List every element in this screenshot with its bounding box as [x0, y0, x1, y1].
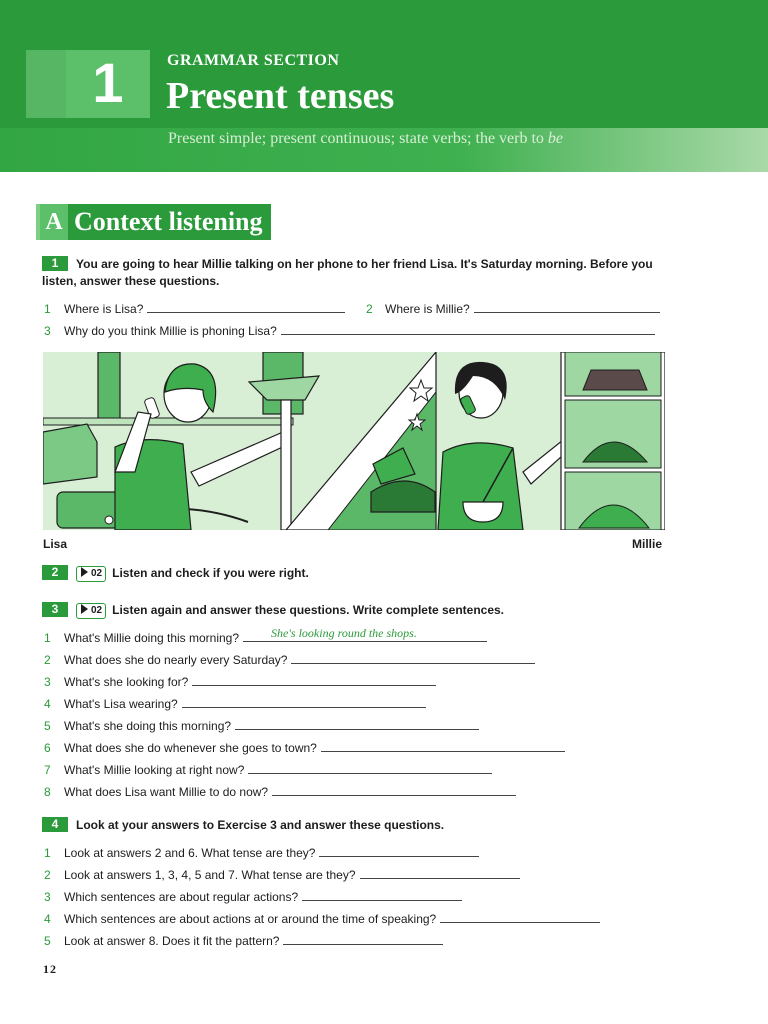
ex1-q1-answer-line[interactable]: [147, 302, 345, 313]
ex4-q1-answer-line[interactable]: [319, 846, 479, 857]
ex4-q3-number: 3: [44, 890, 51, 904]
ex1-q2-number: 2: [366, 302, 373, 316]
caption-lisa: Lisa: [43, 537, 68, 551]
exercise-1-instruction: 1 You are going to hear Millie talking on her phone to her friend Lisa. It's Saturday morning. Before you listen, answer these questions.: [42, 256, 653, 288]
play-icon: [81, 604, 88, 614]
unit-number: 1: [92, 51, 124, 114]
ex3-q8-number: 8: [44, 785, 51, 799]
section-letter: A: [36, 204, 68, 240]
unit-number-shadow: [26, 50, 66, 118]
page-title: Present tenses: [166, 75, 395, 117]
exercise-3-number: 3: [42, 602, 68, 617]
exercise-3-instruction: 3 02 Listen again and answer these questions. Write complete sentences.: [42, 602, 504, 619]
ex3-q7: What's Millie looking at right now?: [64, 762, 492, 778]
ex4-q3-answer-line[interactable]: [302, 890, 462, 901]
ex3-q1-number: 1: [44, 631, 51, 645]
exercise-2-number: 2: [42, 565, 68, 580]
section-kicker: GRAMMAR SECTION: [167, 52, 340, 69]
ex3-q1: What's Millie doing this morning? She's looking round the shops.: [64, 630, 487, 646]
ex3-q6-number: 6: [44, 741, 51, 755]
ex4-q1: Look at answers 2 and 6. What tense are they?: [64, 845, 479, 861]
ex1-q2: Where is Millie?: [385, 301, 660, 317]
ex3-q3-number: 3: [44, 675, 51, 689]
ex3-q6-answer-line[interactable]: [321, 741, 565, 752]
ex3-q3-answer-line[interactable]: [192, 675, 436, 686]
ex3-q4-number: 4: [44, 697, 51, 711]
ex3-q7-answer-line[interactable]: [248, 763, 492, 774]
ex1-q2-answer-line[interactable]: [474, 302, 660, 313]
phone-call-illustration: [43, 352, 665, 530]
ex4-q5: Look at answer 8. Does it fit the pattern?: [64, 933, 443, 949]
ex3-q1-example-answer: She's looking round the shops.: [271, 626, 417, 640]
exercise-2-instruction: 2 02 Listen and check if you were right.: [42, 565, 309, 582]
ex1-q3-number: 3: [44, 324, 51, 338]
ex3-q5-number: 5: [44, 719, 51, 733]
ex1-q3: Why do you think Millie is phoning Lisa?: [64, 323, 655, 339]
exercise-4-number: 4: [42, 817, 68, 832]
ex4-q5-number: 5: [44, 934, 51, 948]
page-number: 12: [43, 962, 57, 976]
ex3-q5-answer-line[interactable]: [235, 719, 479, 730]
ex4-q2: Look at answers 1, 3, 4, 5 and 7. What tense are they?: [64, 867, 520, 883]
ex4-q4: Which sentences are about actions at or around the time of speaking?: [64, 911, 600, 927]
ex4-q5-answer-line[interactable]: [283, 934, 443, 945]
ex1-q3-answer-line[interactable]: [281, 324, 655, 335]
ex3-q7-number: 7: [44, 763, 51, 777]
section-title: Context listening: [68, 204, 271, 240]
ex4-q1-number: 1: [44, 846, 51, 860]
audio-track-badge[interactable]: 02: [76, 603, 106, 619]
ex4-q2-answer-line[interactable]: [360, 868, 520, 879]
ex3-q4-answer-line[interactable]: [182, 697, 426, 708]
ex3-q8-answer-line[interactable]: [272, 785, 516, 796]
ex3-q2-number: 2: [44, 653, 51, 667]
ex4-q3: Which sentences are about regular actions?: [64, 889, 462, 905]
play-icon: [81, 567, 88, 577]
ex3-q1-answer-line[interactable]: [243, 626, 487, 642]
ex3-q2-answer-line[interactable]: [291, 653, 535, 664]
ex3-q2: What does she do nearly every Saturday?: [64, 652, 535, 668]
audio-track-badge[interactable]: 02: [76, 566, 106, 582]
ex4-q4-answer-line[interactable]: [440, 912, 600, 923]
ex4-q2-number: 2: [44, 868, 51, 882]
caption-millie: Millie: [632, 537, 663, 551]
page-subtitle: Present simple; present continuous; state verbs; the verb to be: [168, 130, 564, 147]
ex1-q1: Where is Lisa?: [64, 301, 345, 317]
exercise-4-instruction: 4 Look at your answers to Exercise 3 and answer these questions.: [42, 817, 444, 834]
ex3-q4: What's Lisa wearing?: [64, 696, 426, 712]
section-heading: [36, 204, 271, 240]
ex3-q6: What does she do whenever she goes to town?: [64, 740, 565, 756]
ex3-q8: What does Lisa want Millie to do now?: [64, 784, 516, 800]
exercise-1-number: 1: [42, 256, 68, 271]
ex1-q1-number: 1: [44, 302, 51, 316]
ex4-q4-number: 4: [44, 912, 51, 926]
ex3-q3: What's she looking for?: [64, 674, 436, 690]
ex3-q5: What's she doing this morning?: [64, 718, 479, 734]
